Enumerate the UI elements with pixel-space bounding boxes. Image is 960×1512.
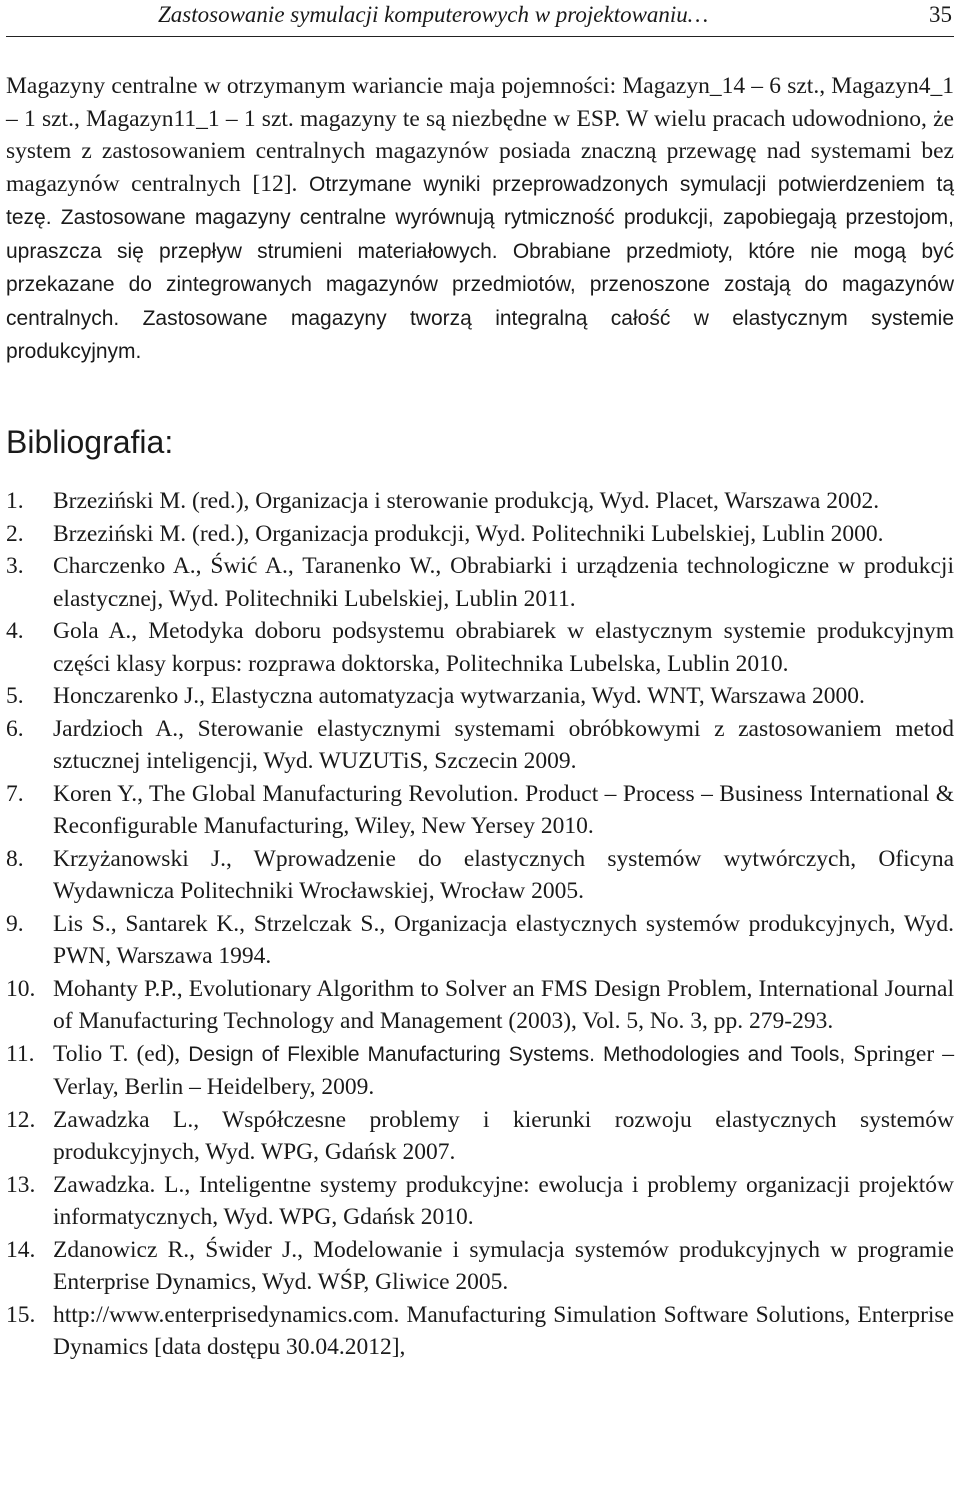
running-header — [6, 0, 954, 37]
bibliography-item-text: Krzyżanowski J., Wprowadzenie do elastycznych systemów wytwórczych, Oficyna Wydawnicza Politechniki Wrocławskiej, Wrocław 2005. — [53, 845, 954, 904]
bibliography-item-text-part-2: Design of Flexible Manufacturing Systems. Methodologies and Tools, — [188, 1042, 846, 1066]
bibliography-item — [6, 1169, 954, 1234]
bibliography-item-text — [53, 1038, 954, 1104]
bibliography-item-number: 3. — [6, 553, 24, 579]
bibliography-item-text: Zdanowicz R., Świder J., Modelowanie i symulacja systemów produkcyjnych w programie Enterprise Dynamics, Wyd. WŚP, Gliwice 2005. — [53, 1236, 954, 1295]
bibliography-item — [6, 1038, 954, 1104]
bibliography-item-text-part-1: Tolio T. (ed), — [53, 1040, 189, 1067]
header-title: Zastosowanie symulacji komputerowych w projektowaniu… — [158, 2, 709, 27]
bibliography-item — [6, 713, 954, 778]
page-number: 35 — [929, 2, 952, 27]
bibliography-item — [6, 778, 954, 843]
body-paragraph — [6, 70, 954, 369]
bibliography-item — [6, 973, 954, 1038]
bibliography-item-text: Koren Y., The Global Manufacturing Revolution. Product – Process – Business International & Reconfigurable Manufacturing, Wiley, New Yersey 2010. — [53, 780, 954, 839]
bibliography-item-number: 9. — [6, 910, 24, 937]
bibliography-item-text: Lis S., Santarek K., Strzelczak S., Organizacja elastycznych systemów produkcyjnych, Wyd. PWN, Warszawa 1994. — [53, 910, 954, 969]
bibliography-item-text-part-3: Springer – Verlay, Berlin – Heidelbery, 2009. — [53, 1040, 954, 1100]
bibliography-item-number: 12. — [6, 1106, 36, 1133]
bibliography-item-number: 13. — [6, 1171, 36, 1198]
bibliography-heading: Bibliografia: — [6, 424, 174, 460]
bibliography-item — [6, 615, 954, 680]
bibliography-item-text: Gola A., Metodyka doboru podsystemu obrabiarek w elastycznym systemie produkcyjnym części klasy korpus: rozprawa doktorska, Politechnika Lubelska, Lublin 2010. — [53, 618, 954, 677]
bibliography-item-number: 7. — [6, 780, 24, 807]
bibliography-item — [6, 1104, 954, 1169]
bibliography-list — [6, 485, 954, 1364]
bibliography-item-text: Zawadzka. L., Inteligentne systemy produkcyjne: ewolucja i problemy organizacji projektów informatycznych, Wyd. WPG, Gdańsk 2010. — [53, 1171, 954, 1230]
bibliography-item-text: Jardzioch A., Sterowanie elastycznymi systemami obróbkowymi z zastosowaniem metod sztucznej inteligencji, Wyd. WUZUTiS, Szczecin 2009. — [53, 715, 954, 774]
bibliography-item-number: 5. — [6, 683, 24, 709]
bibliography-item-text: Zawadzka L., Współczesne problemy i kierunki rozwoju elastycznych systemów produkcyjnych, Wyd. WPG, Gdańsk 2007. — [53, 1106, 954, 1165]
bibliography-item — [6, 1234, 954, 1299]
bibliography-item — [6, 518, 954, 551]
bibliography-item-text: Mohanty P.P., Evolutionary Algorithm to Solver an FMS Design Problem, International Journal of Manufacturing Technology and Management (2003), Vol. 5, No. 3, pp. 279-293. — [53, 975, 954, 1034]
bibliography-item-number: 1. — [6, 488, 24, 514]
body-paragraph-part-1: Magazyny centralne w otrzymanym wariancie maja pojemności: Magazyn_14 – 6 szt., Magazyn4_1 – 1 szt., Magazyn11_1 – 1 szt. magazyny te są niezbędne w ESP. W wielu pracach udowodniono, że system z zastosowaniem centralnych magazynów posiada znaczną przewagę nad systemami bez magazynów centralnych [12]. — [6, 73, 954, 197]
bibliography-item-number: 8. — [6, 845, 24, 872]
bibliography-item-text: Honczarenko J., Elastyczna automatyzacja wytwarzania, Wyd. WNT, Warszawa 2000. — [53, 683, 865, 709]
bibliography-item — [6, 680, 954, 713]
body-paragraph-part-2: Otrzymane wyniki przeprowadzonych symulacji potwierdzeniem tą tezę. Zastosowane magazyny centralne wyrównują rytmiczność produkcji, zapobiegają przestojom, upraszcza się przepływ strumieni materiałowych. Obrabiane przedmioty, które nie mogą być przekazane do zintegrowanych magazynów przedmiotów, przenoszone zostają do magazynów centralnych. Zastosowane magazyny tworzą integralną całość w elastycznym systemie produkcyjnym. — [6, 172, 954, 363]
bibliography-item-number: 14. — [6, 1236, 36, 1263]
bibliography-item — [6, 550, 954, 615]
bibliography-item-number: 15. — [6, 1301, 36, 1328]
bibliography-item-number: 11. — [6, 1040, 35, 1067]
bibliography-item-number: 6. — [6, 715, 24, 742]
bibliography-item-text: Brzeziński M. (red.), Organizacja i sterowanie produkcją, Wyd. Placet, Warszawa 2002. — [53, 488, 880, 514]
bibliography-item-number: 2. — [6, 520, 24, 547]
bibliography-item — [6, 908, 954, 973]
bibliography-item-text: Charczenko A., Świć A., Taranenko W., Obrabiarki i urządzenia technologiczne w produkcji elastycznej, Wyd. Politechniki Lubelskiej, Lublin 2011. — [53, 553, 954, 612]
bibliography-item — [6, 843, 954, 908]
bibliography-item-text: http://www.enterprisedynamics.com. Manufacturing Simulation Software Solutions, Enterprise Dynamics [data dostępu 30.04.2012], — [53, 1301, 954, 1360]
bibliography-item-number: 4. — [6, 618, 24, 644]
bibliography-item — [6, 1299, 954, 1364]
bibliography-item-text: Brzeziński M. (red.), Organizacja produkcji, Wyd. Politechniki Lubelskiej, Lublin 2000. — [53, 520, 884, 547]
bibliography-item — [6, 485, 954, 518]
bibliography-item-number: 10. — [6, 975, 36, 1002]
